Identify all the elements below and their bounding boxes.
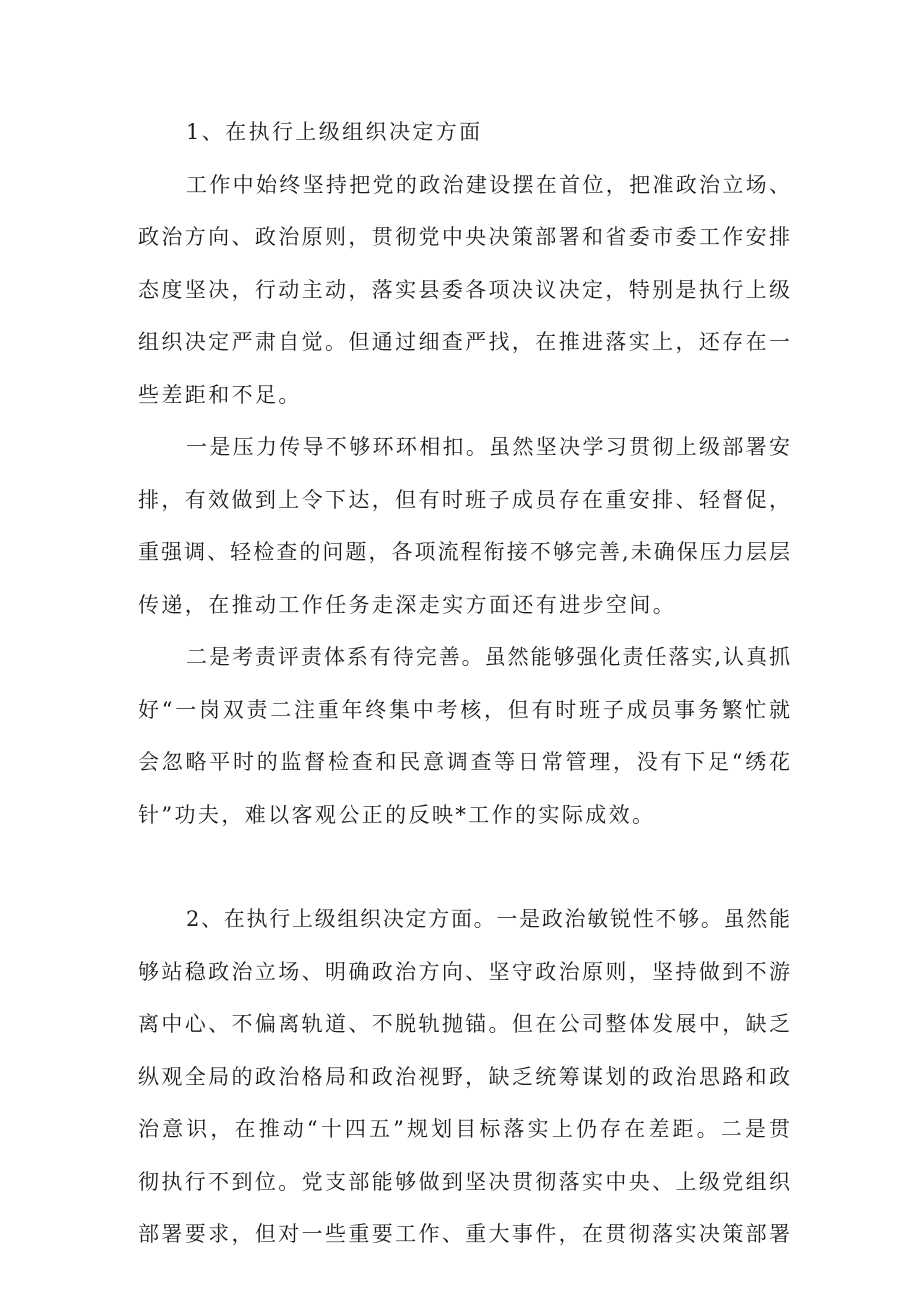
- text-line: 会忽略平时的监督检查和民意调查等日常管理，没有下足“绣花: [138, 750, 790, 774]
- text-line: 些差距和不足。: [138, 382, 302, 407]
- text-line: 重强调、轻检查的问题，各项流程衔接不够完善,未确保压力层层: [138, 540, 790, 564]
- text-line: 二是考责评责体系有待完善。虽然能够强化责任落实,认真抓: [186, 645, 790, 669]
- text-line: 态度坚决，行动主动，落实县委各项决议决定，特别是执行上级: [138, 277, 790, 302]
- text-line: 彻执行不到位。党支部能够做到坚决贯彻落实中央、上级党组织: [138, 1169, 790, 1194]
- text-line: 工作中始终坚持把党的政治建设摆在首位，把准政治立场、: [186, 172, 790, 197]
- section-1-heading: 1、在执行上级组织决定方面: [186, 120, 483, 144]
- section-1-paragraph-2: [138, 421, 790, 631]
- text-line: 离中心、不偏离轨道、不脱轨抛锚。但在公司整体发展中，缺乏: [138, 1012, 790, 1036]
- text-line: 一是压力传导不够环环相扣。虽然坚决学习贯彻上级部署安: [186, 435, 790, 459]
- section-1-paragraph-3: [138, 631, 790, 841]
- text-line: 政治方向、政治原则，贯彻党中央决策部署和省委市委工作安排: [138, 225, 790, 249]
- text-line: 2、在执行上级组织决定方面。一是政治敏锐性不够。虽然能: [186, 907, 790, 931]
- document-page: [138, 106, 790, 1261]
- text-line: 治意识，在推动“十四五”规划目标落实上仍存在差距。二是贯: [138, 1117, 790, 1141]
- text-line: 排，有效做到上令下达，但有时班子成员存在重安排、轻督促，: [138, 487, 790, 512]
- section-2-paragraph-1: [138, 893, 790, 1261]
- text-line: 组织决定严肃自觉。但通过细查严找，在推进落实上，还存在一: [138, 330, 790, 354]
- text-line: 传递，在推动工作任务走深走实方面还有进步空间。: [138, 592, 677, 617]
- section-1-paragraph-1: [138, 159, 790, 422]
- text-line: 纵观全局的政治格局和政治视野，缺乏统筹谋划的政治思路和政: [138, 1064, 790, 1089]
- text-line: 针”功夫，难以客观公正的反映*工作的实际成效。: [138, 802, 656, 827]
- text-line: 够站稳政治立场、明确政治方向、坚守政治原则，坚持做到不游: [138, 959, 790, 984]
- section-spacer: [138, 841, 790, 893]
- text-line: 好“一岗双责二注重年终集中考核，但有时班子成员事务繁忙就: [138, 697, 790, 722]
- text-line: 部署要求，但对一些重要工作、重大事件，在贯彻落实决策部署: [138, 1222, 790, 1246]
